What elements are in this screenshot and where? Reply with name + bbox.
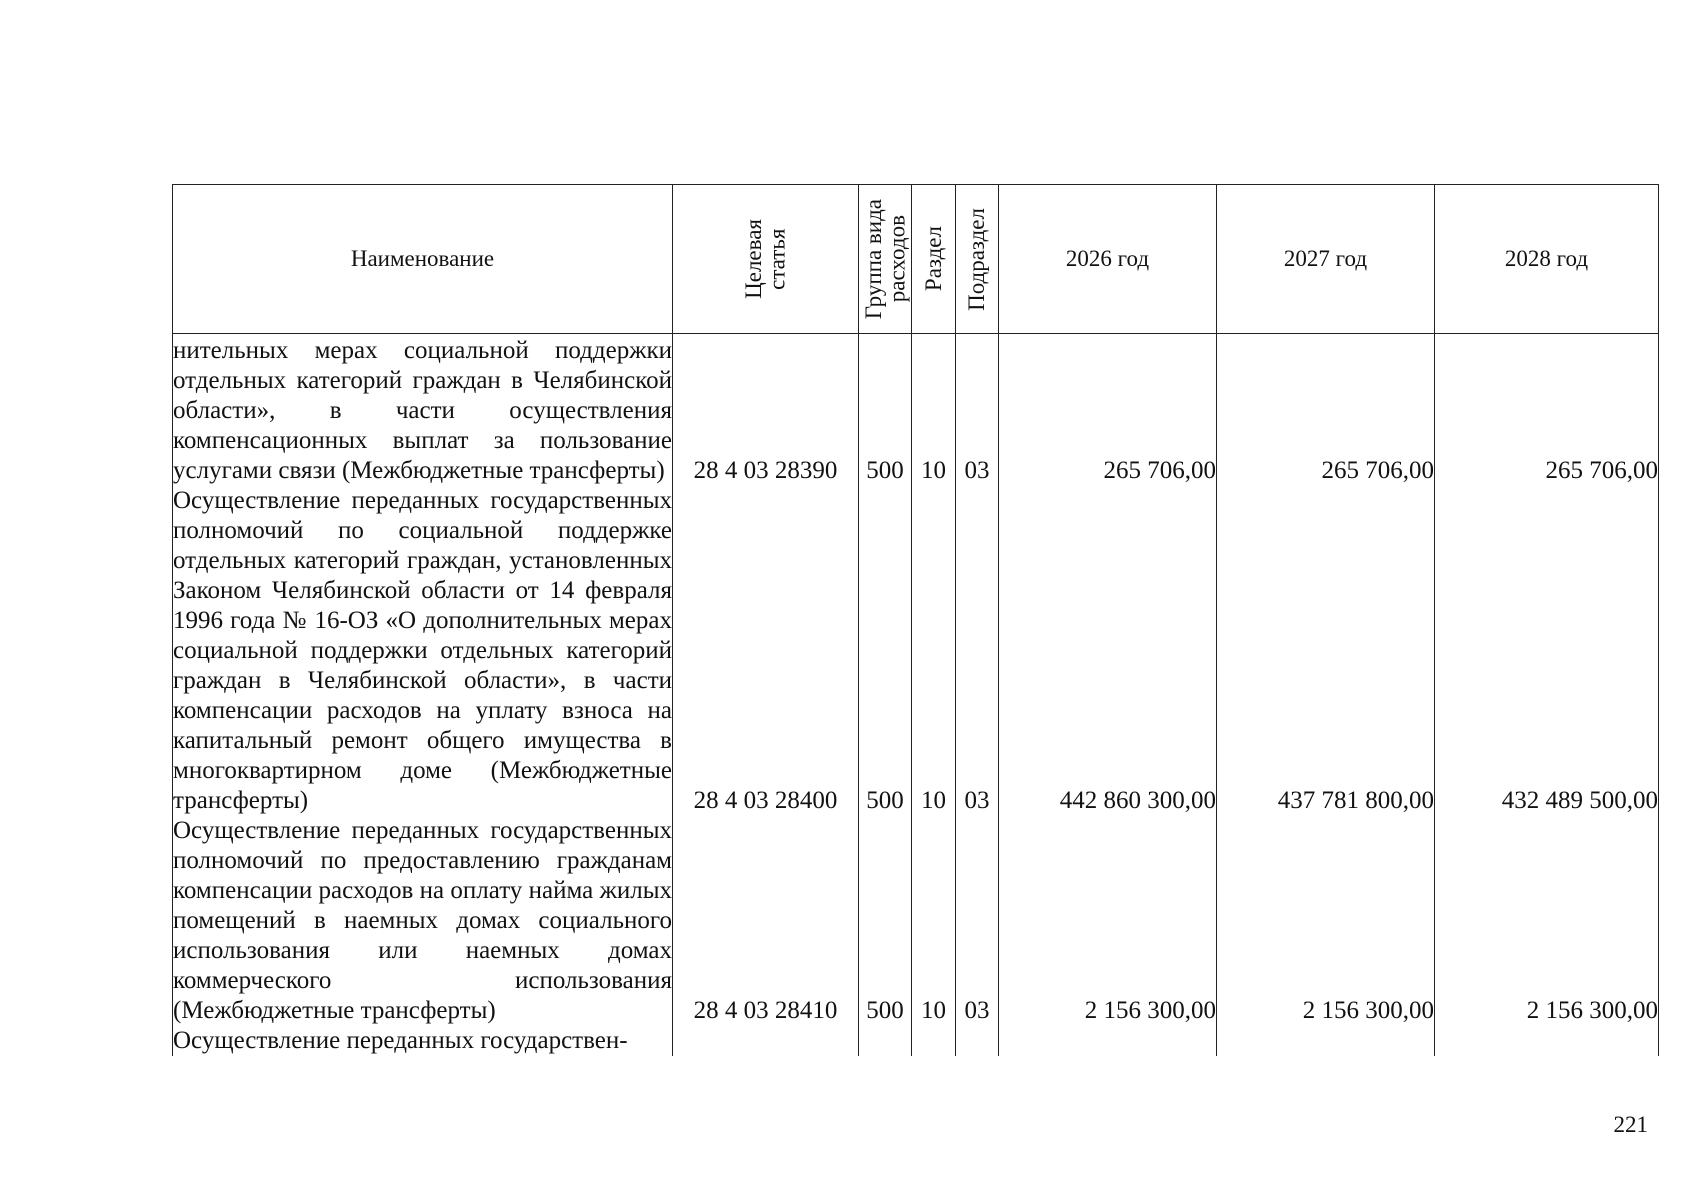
row-subsection: 03: [956, 816, 999, 1026]
header-2026: 2026 год: [999, 185, 1217, 334]
row-subsection: [956, 1026, 999, 1056]
header-target-article: Целевая статья: [673, 185, 859, 334]
header-name: Наименование: [173, 185, 673, 334]
row-group: 500: [859, 816, 912, 1026]
budget-table: [172, 184, 1659, 1056]
row-subsection: 03: [956, 334, 999, 487]
row-section: 10: [912, 486, 956, 816]
row-name: Осуществление переданных государственных полномочий по социальной поддержке отдельных категорий граждан, установленных Законом Челябинской области от 14 февраля 1996 года № 16-ОЗ «О дополнительных мерах социальной поддержки отдельных категорий граждан в Челябинской области», в части компенсации расходов на уплату взноса на капитальный ремонт общего имущества в многоквартирном доме (Межбюджетные трансферты): [173, 487, 672, 814]
row-2027: 265 706,00: [1217, 334, 1435, 487]
row-2026: 265 706,00: [999, 334, 1217, 487]
header-expense-group: Группа вида расходов: [859, 185, 912, 334]
header-section: Раздел: [912, 185, 956, 334]
header-2027: 2027 год: [1217, 185, 1435, 334]
row-section: 10: [912, 334, 956, 487]
row-group: 500: [859, 334, 912, 487]
table-row: [173, 1026, 1659, 1056]
row-2028: [1435, 1026, 1659, 1056]
header-2028: 2028 год: [1435, 185, 1659, 334]
row-2026: [999, 1026, 1217, 1056]
row-target: 28 4 03 28390: [673, 334, 859, 487]
row-subsection: 03: [956, 486, 999, 816]
row-2027: [1217, 1026, 1435, 1056]
row-target: 28 4 03 28410: [673, 816, 859, 1026]
table-row: [173, 334, 1659, 487]
row-target: [673, 1026, 859, 1056]
row-name: нительных мерах социальной поддержки отдельных категорий граждан в Челябинской области», в части осуществления компенсационных выплат за пользование услугами связи (Межбюджетные трансферты): [173, 334, 673, 487]
header-subsection: Подраздел: [956, 185, 999, 334]
row-group: 500: [859, 486, 912, 816]
row-name: Осуществление переданных государственных полномочий по предоставлению гражданам компенсации расходов на оплату найма жилых помещений в наемных домах социального использования или наемных домах коммерческого использования (Межбюджетные трансферты): [173, 817, 672, 1024]
row-2028: 265 706,00: [1435, 334, 1659, 487]
table-row: [173, 486, 1659, 816]
row-2027: 437 781 800,00: [1217, 486, 1435, 816]
row-section: 10: [912, 816, 956, 1026]
table-row: [173, 816, 1659, 1026]
row-target: 28 4 03 28400: [673, 486, 859, 816]
row-2026: 442 860 300,00: [999, 486, 1217, 816]
row-group: [859, 1026, 912, 1056]
row-section: [912, 1026, 956, 1056]
row-2026: 2 156 300,00: [999, 816, 1217, 1026]
budget-table-container: [172, 184, 1659, 1056]
row-name: Осуществление переданных государствен-: [173, 1026, 673, 1056]
row-2028: 2 156 300,00: [1435, 816, 1659, 1026]
row-2028: 432 489 500,00: [1435, 486, 1659, 816]
row-2027: 2 156 300,00: [1217, 816, 1435, 1026]
page-number: 221: [1613, 1112, 1648, 1137]
table-header-row: [173, 185, 1659, 334]
